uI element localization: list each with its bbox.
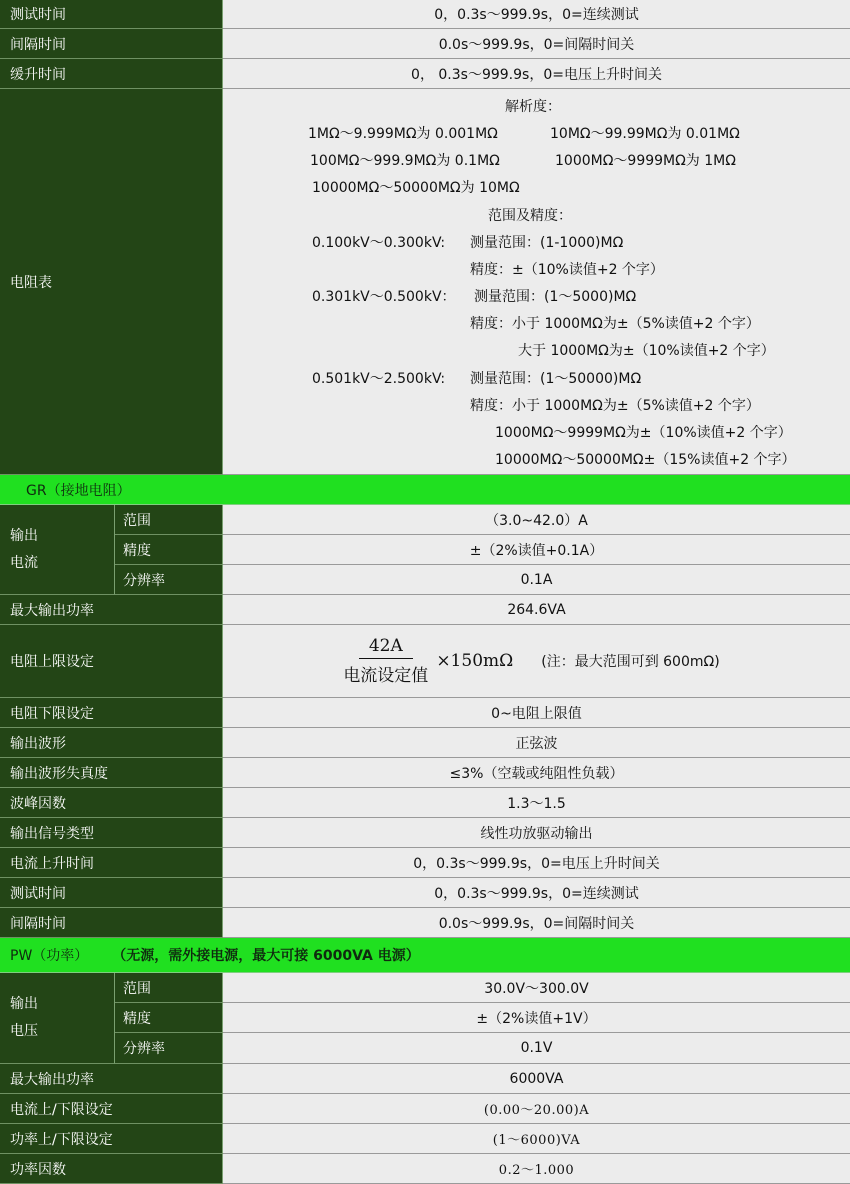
resistance-line: 测量范围：(1～50000)MΩ	[470, 371, 642, 387]
row-value: 0，0.3s～999.9s，0=连续测试	[223, 878, 850, 908]
upper-limit-row	[0, 625, 850, 698]
spec-row	[0, 1124, 850, 1154]
group-label	[0, 505, 115, 595]
spec-row	[0, 728, 850, 758]
resistance-line: 精度：小于 1000MΩ为±（5%读值+2 个字）	[470, 316, 760, 332]
row-label: 间隔时间	[0, 29, 223, 59]
row-label: 电阻下限设定	[0, 698, 223, 728]
resistance-line: 10MΩ～99.99MΩ为 0.01MΩ	[550, 126, 740, 142]
row-value: 264.6VA	[223, 595, 850, 625]
row-value: 0，0.3s～999.9s，0=连续测试	[223, 0, 850, 29]
row-label: 电流上升时间	[0, 848, 223, 878]
resistance-line: 精度：小于 1000MΩ为±（5%读值+2 个字）	[470, 398, 760, 414]
row-label: 最大输出功率	[0, 1064, 223, 1094]
row-label: 功率因数	[0, 1154, 223, 1184]
voltage-range: 0.301kV～0.500kV：	[312, 289, 456, 305]
row-value: (0.00～20.00)A	[223, 1094, 850, 1124]
gr-output-block	[0, 505, 850, 595]
subrow-value: ±（2%读值+1V）	[223, 1003, 850, 1033]
row-label: 功率上/下限设定	[0, 1124, 223, 1154]
spec-row	[0, 1154, 850, 1184]
spec-row	[0, 878, 850, 908]
group-label-line: 电压	[10, 1023, 38, 1039]
group-label-line: 输出	[10, 996, 38, 1012]
group-label	[0, 973, 115, 1064]
subrow-label: 范围	[115, 973, 223, 1003]
row-value: 0， 0.3s～999.9s，0=电压上升时间关	[223, 59, 850, 89]
row-label: 电流上/下限设定	[0, 1094, 223, 1124]
spec-row	[0, 848, 850, 878]
spec-subrow	[115, 505, 850, 535]
formula-multiplier: ×150mΩ	[436, 651, 514, 671]
spec-row	[0, 595, 850, 625]
resistance-details	[223, 89, 850, 475]
subrow-label: 范围	[115, 505, 223, 535]
subrow-value: （3.0~42.0）A	[223, 505, 850, 535]
row-value: 6000VA	[223, 1064, 850, 1094]
subrow-label: 分辨率	[115, 565, 223, 595]
spec-subrow	[115, 1033, 850, 1064]
spec-row	[0, 908, 850, 938]
resistance-line: 1000MΩ～9999MΩ为 1MΩ	[555, 153, 736, 169]
resistance-line: 1000MΩ～9999MΩ为±（10%读值+2 个字）	[495, 425, 792, 441]
row-label: 测试时间	[0, 0, 223, 29]
section-title: PW（功率）	[10, 948, 89, 964]
sub-rows	[115, 973, 850, 1064]
subrow-label: 精度	[115, 535, 223, 565]
row-label: 输出波形	[0, 728, 223, 758]
voltage-range: 0.501kV～2.500kV:	[312, 371, 446, 387]
formula-numerator: 42A	[359, 636, 413, 659]
row-label: 输出信号类型	[0, 818, 223, 848]
row-label: 波峰因数	[0, 788, 223, 818]
row-label: 电阻表	[0, 89, 223, 475]
spec-subrow	[115, 1003, 850, 1033]
section-note: （无源，需外接电源，最大可接 6000VA 电源）	[112, 948, 420, 964]
section-header-gr	[0, 475, 850, 505]
pw-output-block	[0, 973, 850, 1064]
spec-row	[0, 788, 850, 818]
resistance-line: 10000MΩ～50000MΩ为 10MΩ	[312, 180, 520, 196]
range-heading: 范围及精度：	[488, 208, 572, 224]
spec-row	[0, 59, 850, 89]
resistance-line: 100MΩ～999.9MΩ为 0.1MΩ	[310, 153, 500, 169]
row-value: 0.0s～999.9s，0=间隔时间关	[223, 29, 850, 59]
row-value: 0.0s～999.9s，0=间隔时间关	[223, 908, 850, 938]
row-value: 正弦波	[223, 728, 850, 758]
voltage-range: 0.100kV～0.300kV:	[312, 235, 446, 251]
spec-subrow	[115, 973, 850, 1003]
row-label: 最大输出功率	[0, 595, 223, 625]
row-value: 0，0.3s～999.9s，0=电压上升时间关	[223, 848, 850, 878]
row-label: 输出波形失真度	[0, 758, 223, 788]
subrow-label: 精度	[115, 1003, 223, 1033]
row-value: (1～6000)VA	[223, 1124, 850, 1154]
row-label: 缓升时间	[0, 59, 223, 89]
formula-note: (注：最大范围可到 600mΩ)	[541, 654, 720, 670]
resistance-line: 测量范围：(1～5000)MΩ	[474, 289, 637, 305]
subrow-value: ±（2%读值+0.1A）	[223, 535, 850, 565]
formula-fraction	[343, 636, 428, 686]
resistance-line: 精度：±（10%读值+2 个字）	[470, 262, 664, 278]
spec-row	[0, 758, 850, 788]
resolution-heading: 解析度：	[505, 99, 561, 115]
spec-row	[0, 1064, 850, 1094]
row-label: 电阻上限设定	[0, 625, 223, 698]
row-value: 0~电阻上限值	[223, 698, 850, 728]
row-value: 线性功放驱动输出	[223, 818, 850, 848]
subrow-value: 0.1V	[223, 1033, 850, 1064]
row-value: 1.3～1.5	[223, 788, 850, 818]
row-value: 0.2～1.000	[223, 1154, 850, 1184]
section-header-pw	[0, 938, 850, 973]
resistance-line: 1MΩ～9.999MΩ为 0.001MΩ	[308, 126, 498, 142]
spec-row	[0, 0, 850, 29]
spec-row	[0, 698, 850, 728]
row-value: ≤3%（空载或纯阻性负载）	[223, 758, 850, 788]
upper-limit-formula	[223, 625, 850, 698]
subrow-value: 0.1A	[223, 565, 850, 595]
resistance-line: 测量范围：(1-1000)MΩ	[470, 235, 624, 251]
spec-row	[0, 29, 850, 59]
row-label: 间隔时间	[0, 908, 223, 938]
subrow-label: 分辨率	[115, 1033, 223, 1064]
subrow-value: 30.0V～300.0V	[223, 973, 850, 1003]
spec-subrow	[115, 535, 850, 565]
resistance-line: 10000MΩ～50000MΩ±（15%读值+2 个字）	[495, 452, 796, 468]
resistance-row	[0, 89, 850, 475]
spec-row	[0, 818, 850, 848]
formula-denominator: 电流设定值	[343, 666, 429, 686]
sub-rows	[115, 505, 850, 595]
spec-row	[0, 1094, 850, 1124]
spec-subrow	[115, 565, 850, 595]
row-label: 测试时间	[0, 878, 223, 908]
group-label-line: 输出	[10, 527, 38, 544]
resistance-line: 大于 1000MΩ为±（10%读值+2 个字）	[518, 343, 775, 359]
group-label-line: 电流	[10, 554, 38, 571]
section-title: GR（接地电阻）	[26, 482, 131, 499]
